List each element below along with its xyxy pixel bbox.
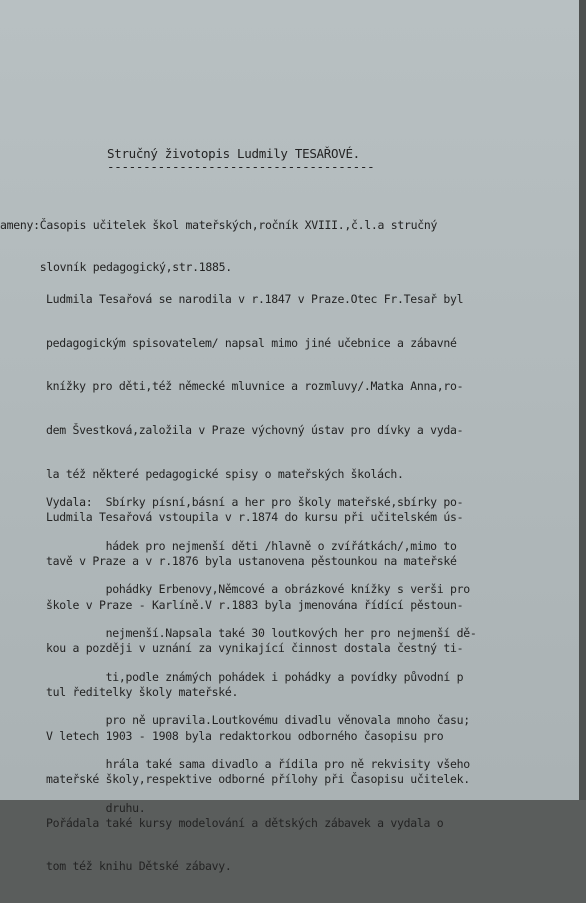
text-line: ti,podle známých pohádek i pohádky a povídky původní p (46, 669, 464, 684)
text-line: druhu. (46, 800, 146, 815)
text-line: hrála také sama divadlo a řídila pro ně rekvisity všeho (46, 756, 470, 771)
text-line: Pořádala také kursy modelování a dětských zábavek a vydala o (46, 815, 444, 830)
text-line: dem Švestková,založila v Praze výchovný ústav pro dívky a vyda- (46, 423, 464, 438)
document-title: Stručný životopis Ludmily TESAŘOVÉ. (107, 146, 360, 161)
published-works (46, 466, 477, 844)
text-line: nejmenší.Napsala také 30 loutkových her pro nejmenší dě- (46, 626, 477, 641)
text-line: hádek pro nejmenší děti /hlavně o zvířátkách/,mimo to (46, 538, 457, 553)
text-line: tom též knihu Dětské zábavy. (46, 859, 232, 874)
source-line: slovník pedagogický,str.1885. (0, 260, 232, 274)
text-line: tul ředitelky školy mateřské. (46, 684, 239, 699)
text-line: pedagogickým spisovatelem/ napsal mimo jiné učebnice a zábavné (46, 335, 457, 350)
text-line: tavě v Praze a v r.1876 byla ustanovena pěstounkou na mateřské (46, 553, 457, 568)
text-line: škole v Praze - Karlíně.V r.1883 byla jmenována řídící pěstoun- (46, 597, 464, 612)
title-underline: ------------------------------------- (107, 159, 375, 174)
text-line: V letech 1903 - 1908 byla redaktorkou odborného časopisu pro (46, 728, 444, 743)
text-line: Vydala: Sbírky písní,básní a her pro školy mateřské,sbírky po- (46, 495, 464, 510)
source-line: ameny:Časopis učitelek škol mateřských,ročník XVIII.,č.l.a stručný (0, 218, 438, 232)
page-edge-shadow (579, 0, 586, 800)
text-line: pohádky Erbenovy,Němcové a obrázkové knížky s verši pro (46, 582, 470, 597)
text-line: la též některé pedagogické spisy o mateřských školách. (46, 466, 404, 481)
text-line: Ludmila Tesařová vstoupila v r.1874 do kursu při učitelském ús- (46, 510, 464, 525)
text-line: Ludmila Tesařová se narodila v r.1847 v Praze.Otec Fr.Tesař byl (46, 292, 464, 307)
text-line: pro ně upravila.Loutkovému divadlu věnovala mnoho času; (46, 713, 470, 728)
text-line: knížky pro děti,též německé mluvnice a rozmluvy/.Matka Anna,ro- (46, 379, 464, 394)
text-line: kou a později v uznání za vynikající činnost dostala čestný ti- (46, 641, 464, 656)
text-line: mateřské školy,respektive odborné přílohy při Časopisu učitelek. (46, 772, 470, 787)
